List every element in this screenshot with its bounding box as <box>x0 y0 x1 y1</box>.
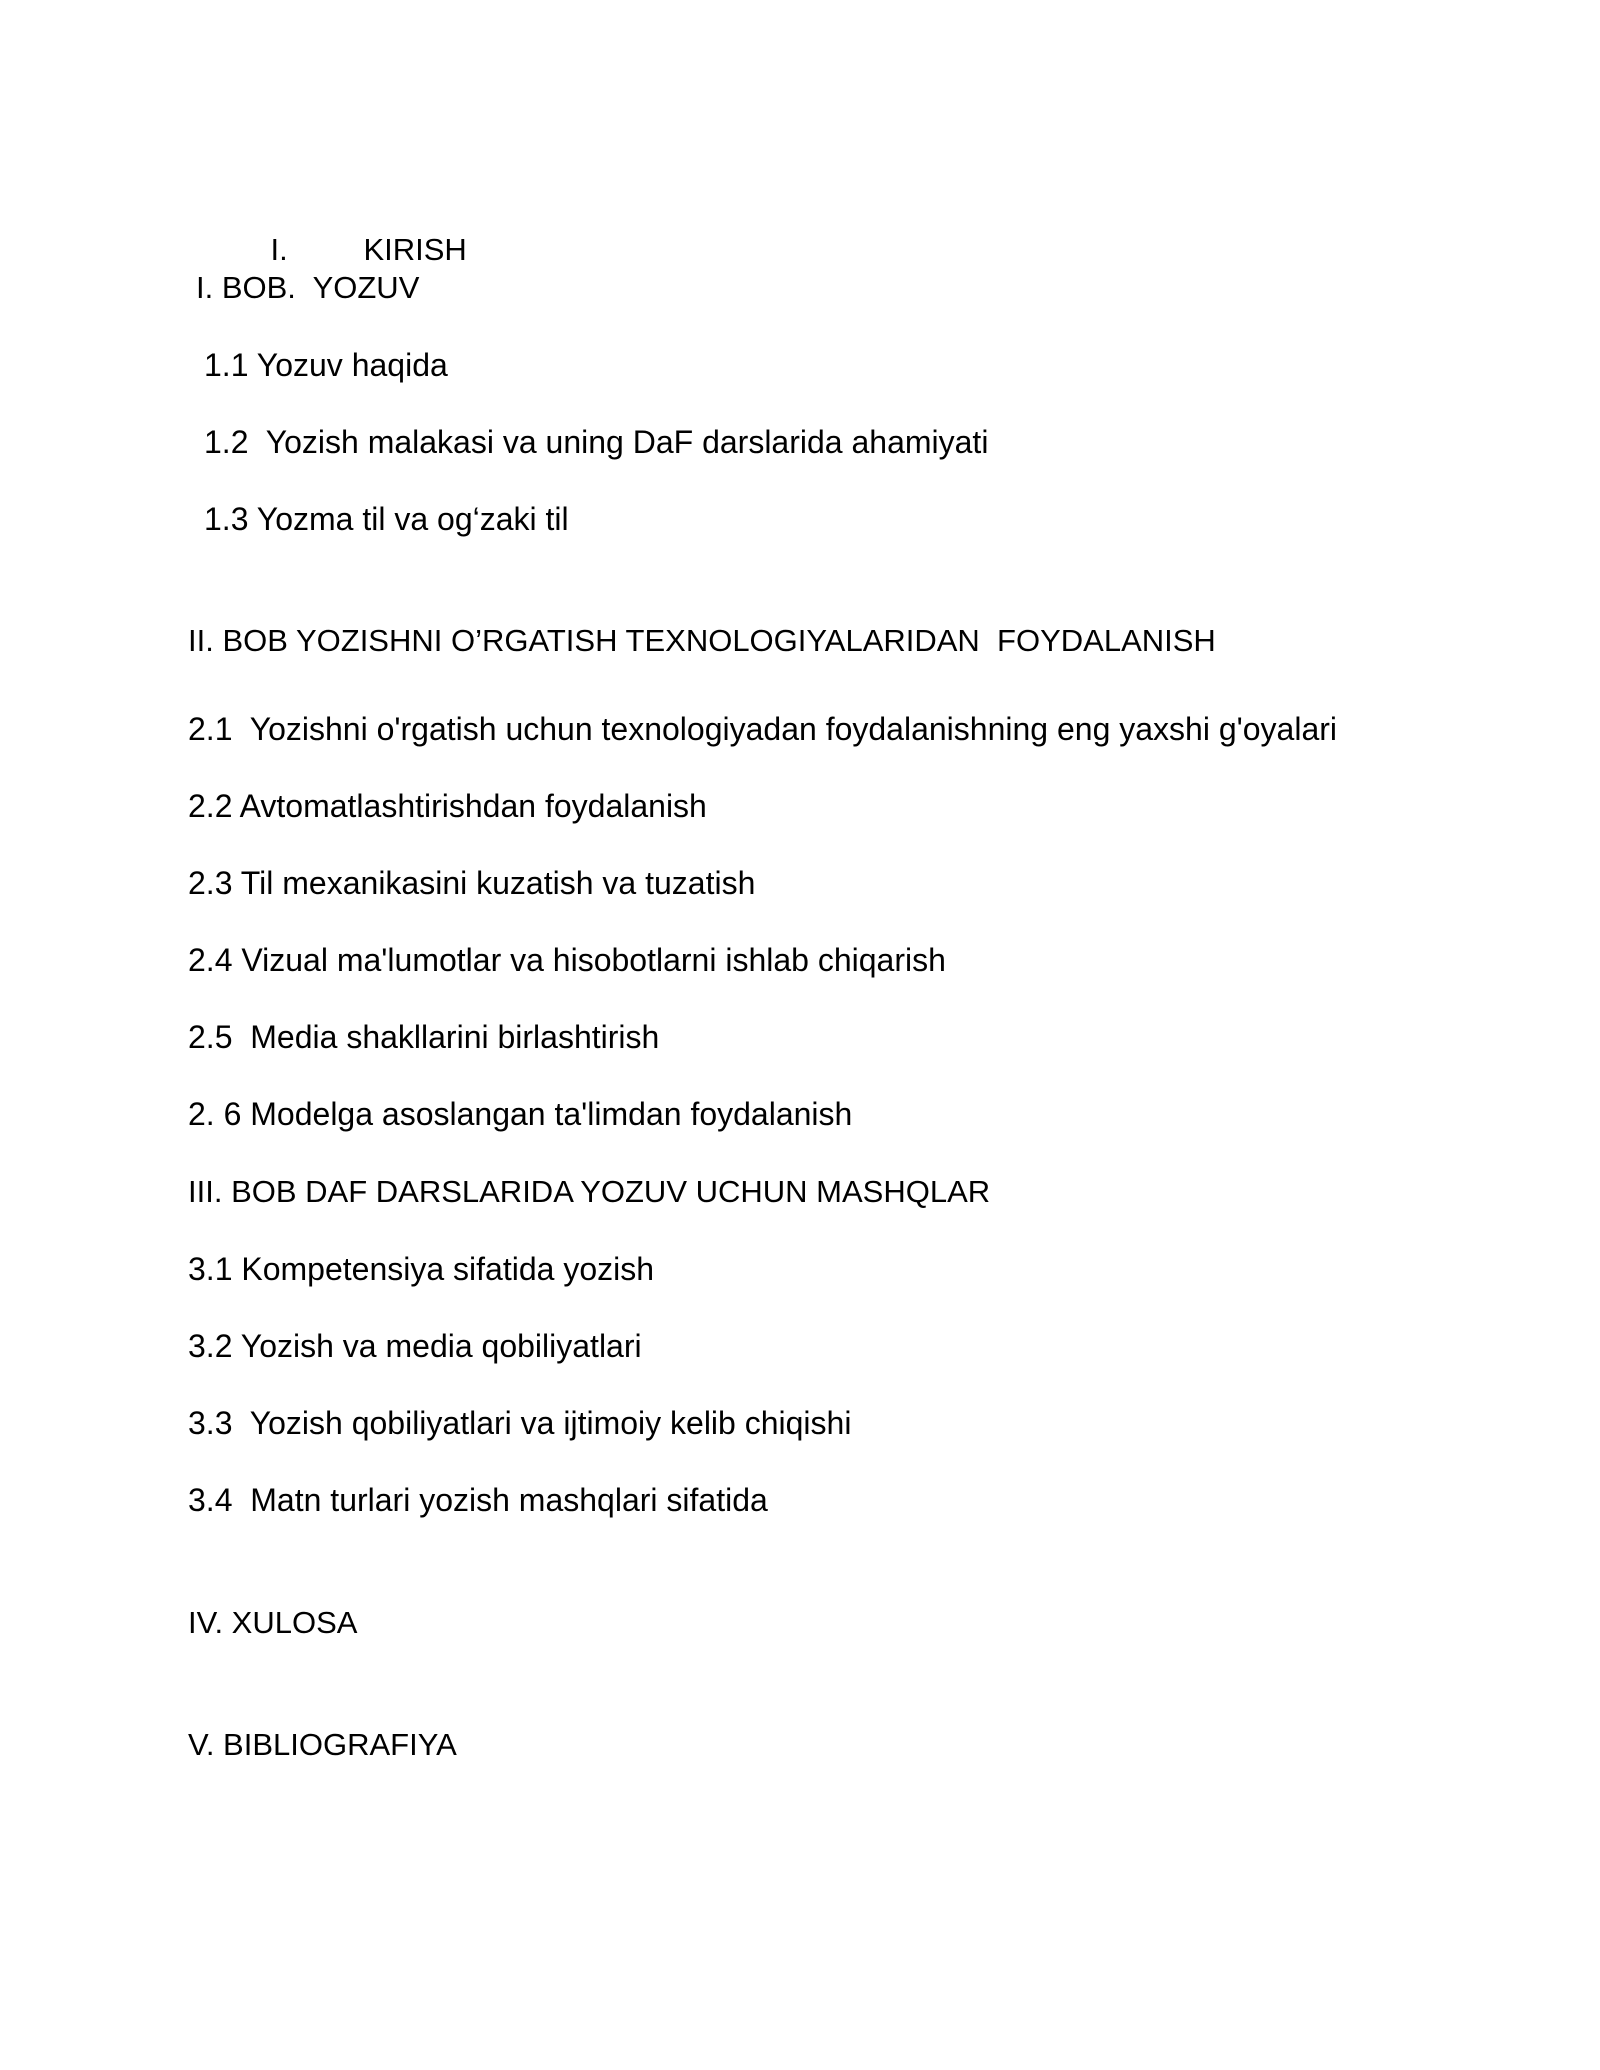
toc-conclusion: IV. XULOSA <box>188 1605 358 1640</box>
toc-item-2-4: 2.4 Vizual ma'lumotlar va hisobotlarni ishlab chiqarish <box>188 942 946 978</box>
toc-item-2-5: 2.5 Media shakllarini birlashtirish <box>188 1019 660 1055</box>
toc-item-3-2: 3.2 Yozish va media qobiliyatlari <box>188 1328 642 1364</box>
toc-item-1-2: 1.2 Yozish malakasi va uning DaF darslarida ahamiyati <box>204 424 989 460</box>
toc-item-1-1: 1.1 Yozuv haqida <box>204 347 448 383</box>
toc-intro-numeral: I. <box>270 232 288 267</box>
toc-chapter-2-heading: II. BOB YOZISHNI O’RGATISH TEXNOLOGIYALARIDAN FOYDALANISH <box>188 623 1216 658</box>
toc-intro-title: KIRISH <box>363 232 467 267</box>
toc-item-2-3: 2.3 Til mexanikasini kuzatish va tuzatish <box>188 865 756 901</box>
toc-item-2-6: 2. 6 Modelga asoslangan ta'limdan foydalanish <box>188 1096 853 1132</box>
toc-item-1-3: 1.3 Yozma til va og‘zaki til <box>204 501 569 537</box>
toc-item-2-2: 2.2 Avtomatlashtirishdan foydalanish <box>188 788 707 824</box>
toc-chapter-1-heading: I. BOB. YOZUV <box>196 270 420 305</box>
toc-bibliography: V. BIBLIOGRAFIYA <box>188 1727 457 1762</box>
toc-item-2-1: 2.1 Yozishni o'rgatish uchun texnologiyadan foydalanishning eng yaxshi g'oyalari <box>188 711 1338 747</box>
toc-item-3-3: 3.3 Yozish qobiliyatlari va ijtimoiy kelib chiqishi <box>188 1405 852 1441</box>
toc-item-3-4: 3.4 Matn turlari yozish mashqlari sifatida <box>188 1482 768 1518</box>
toc-item-3-1: 3.1 Kompetensiya sifatida yozish <box>188 1251 655 1287</box>
toc-chapter-3-heading: III. BOB DAF DARSLARIDA YOZUV UCHUN MASHQLAR <box>188 1174 991 1209</box>
